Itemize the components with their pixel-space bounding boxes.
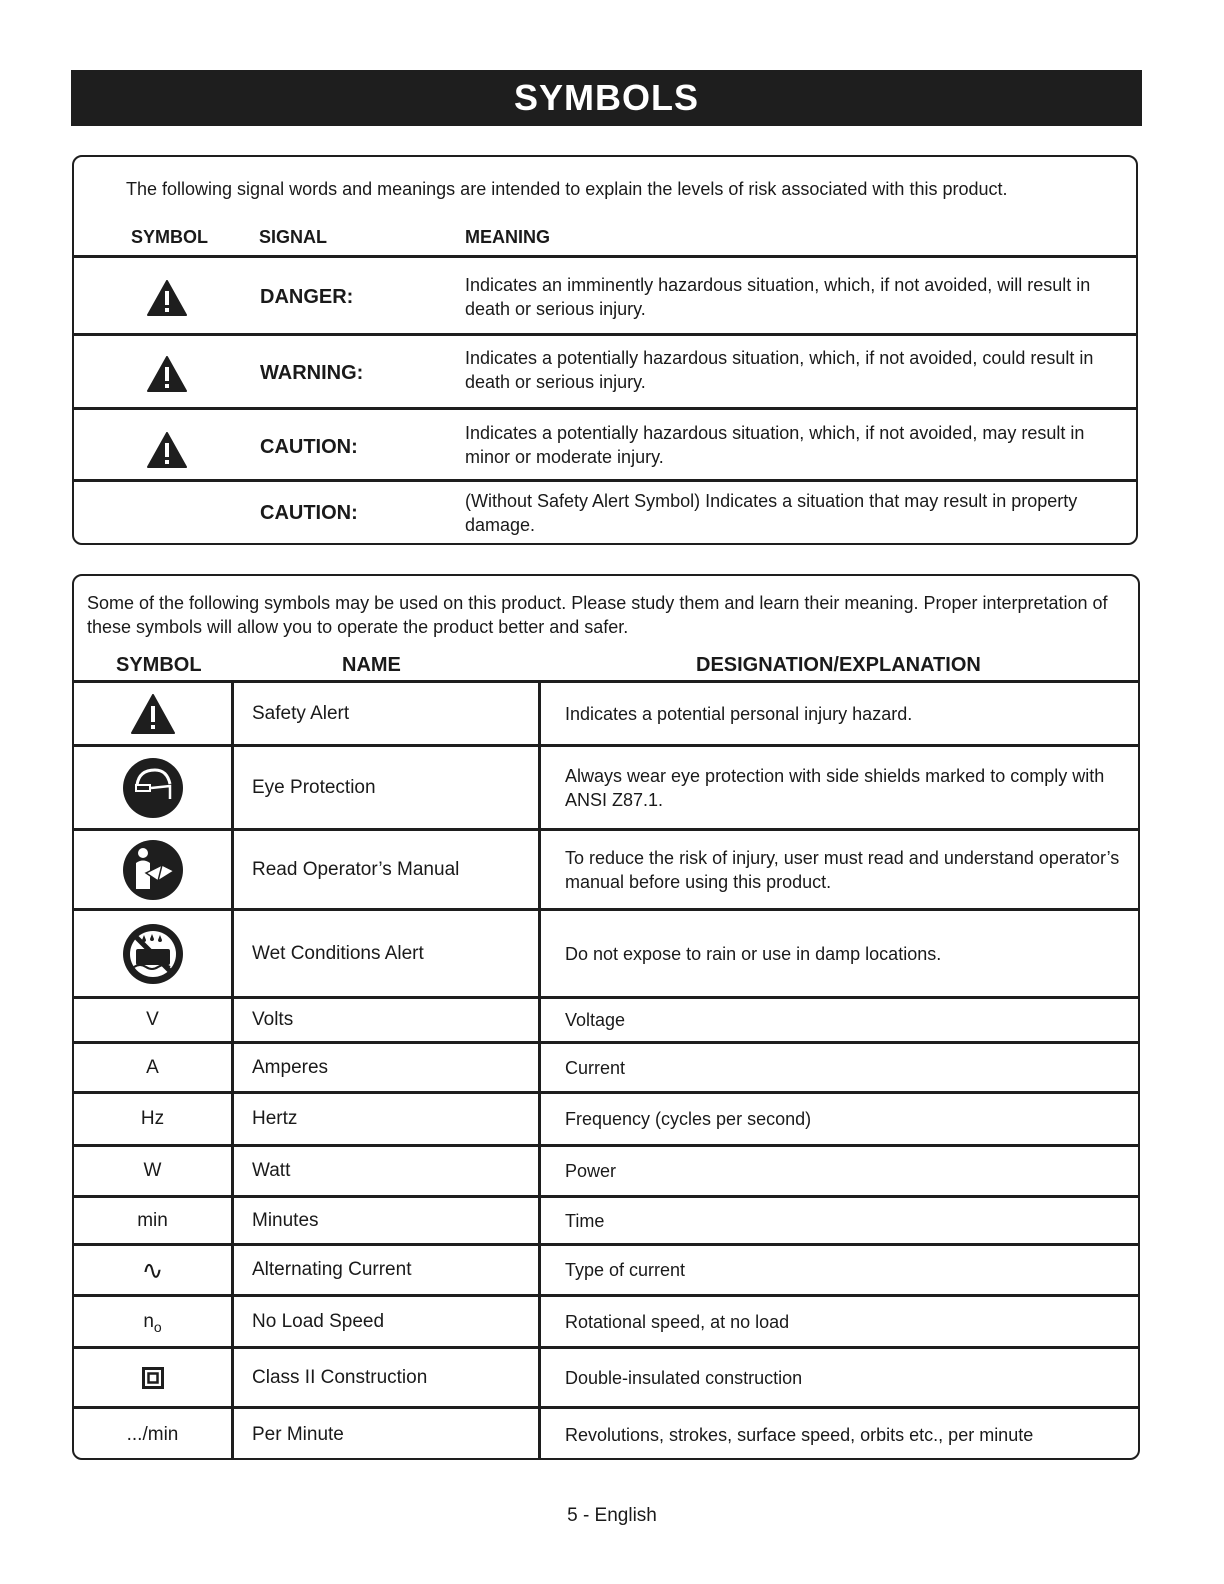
header-signal: SIGNAL [259,227,328,247]
designation-cell: Time [538,1198,1138,1243]
table-row [74,1294,1138,1346]
table-row [74,1091,1138,1144]
name-cell: Class II Construction [231,1349,538,1406]
name-cell: Amperes [231,1044,538,1091]
symbol-cell: W [143,1160,162,1181]
symbol-cell [74,1297,231,1346]
designation-cell: Do not expose to rain or use in damp locations. [538,911,1138,996]
designation-cell: Always wear eye protection with side shields marked to comply with ANSI Z87.1. [538,747,1138,828]
table-row [74,680,1138,744]
eye-protection-icon [122,757,184,819]
signal-row [74,407,1136,479]
wet-conditions-icon [122,923,184,985]
name-cell: Read Operator’s Manual [231,831,538,908]
signal-word: CAUTION: [260,436,358,458]
designation-cell: Revolutions, strokes, surface speed, orbits etc., per minute [538,1409,1138,1460]
table-row [74,828,1138,908]
designation-cell: Current [538,1044,1138,1091]
signal-words-box [72,155,1138,545]
symbol-subscript: o [153,1318,162,1335]
designation-cell: Frequency (cycles per second) [538,1094,1138,1144]
symbols-table-box [72,574,1140,1460]
signal-row [74,333,1136,407]
symbol-cell: min [137,1209,168,1231]
name-cell: Alternating Current [231,1246,538,1294]
signal-row [74,255,1136,333]
page-title: SYMBOLS [71,70,1142,126]
name-cell: Hertz [231,1094,538,1144]
safety-alert-icon [131,694,175,734]
designation-cell: Power [538,1147,1138,1195]
safety-alert-icon [147,356,187,392]
name-cell: Safety Alert [231,683,538,744]
name-cell: Volts [231,999,538,1041]
table-row [74,908,1138,996]
name-cell: Wet Conditions Alert [231,911,538,996]
signal-meaning: Indicates a potentially hazardous situation, which, if not avoided, may result in minor or moderate injury. [465,423,1085,467]
symbol-cell: Hz [140,1108,165,1129]
safety-alert-icon [147,432,187,468]
table-row [74,1144,1138,1195]
name-cell: Minutes [231,1198,538,1243]
header-meaning: MEANING [465,227,550,247]
header-name: NAME [342,654,401,676]
table-row [74,1041,1138,1091]
symbol-cell [74,911,231,996]
symbol-cell: .../min [126,1423,179,1445]
name-cell: Eye Protection [231,747,538,828]
class-ii-icon [142,1367,164,1389]
signal-meaning: (Without Safety Alert Symbol) Indicates a situation that may result in property damage. [465,491,1078,535]
page-footer: 5 - English [567,1505,657,1526]
symbol-cell: A [146,1056,159,1078]
designation-cell: Rotational speed, at no load [538,1297,1138,1346]
symbol-cell: V [146,1009,159,1030]
name-cell: Per Minute [231,1409,538,1460]
table-row [74,996,1138,1041]
symbol-text: n [143,1310,154,1332]
symbol-cell [74,1349,231,1406]
table-row [74,1243,1138,1294]
symbols-intro: Some of the following symbols may be used on this product. Please study them and learn their meaning. Proper interpretation of these symbols will allow you to operate the product better and safer. [87,593,1108,637]
signal-word: WARNING: [260,362,364,384]
symbol-cell [74,831,231,908]
signal-meaning: Indicates a potentially hazardous situation, which, if not avoided, could result in death or serious injury. [465,348,1094,392]
designation-cell: Voltage [538,999,1138,1041]
designation-cell: Indicates a potential personal injury hazard. [538,683,1138,744]
header-symbol: SYMBOL [116,654,202,676]
name-cell: No Load Speed [231,1297,538,1346]
signal-intro: The following signal words and meanings are intended to explain the levels of risk associated with this product. [126,179,1008,199]
designation-cell: To reduce the risk of injury, user must read and understand operator’s manual before using this product. [538,831,1138,908]
table-row [74,1346,1138,1406]
signal-word: CAUTION: [260,502,358,524]
header-designation: DESIGNATION/EXPLANATION [696,654,981,676]
signal-meaning: Indicates an imminently hazardous situation, which, if not avoided, will result in death or serious injury. [465,275,1091,319]
symbol-cell [74,747,231,828]
table-row [74,744,1138,828]
designation-cell: Double-insulated construction [538,1349,1138,1406]
header-symbol: SYMBOL [131,227,209,247]
designation-cell: Type of current [538,1246,1138,1294]
safety-alert-icon [147,280,187,316]
symbol-cell [74,683,231,744]
name-cell: Watt [231,1147,538,1195]
signal-word: DANGER: [260,286,354,308]
table-row [74,1406,1138,1460]
read-manual-icon [122,839,184,901]
signal-row [74,479,1136,545]
symbol-cell: ∿ [141,1254,164,1285]
table-row [74,1195,1138,1243]
